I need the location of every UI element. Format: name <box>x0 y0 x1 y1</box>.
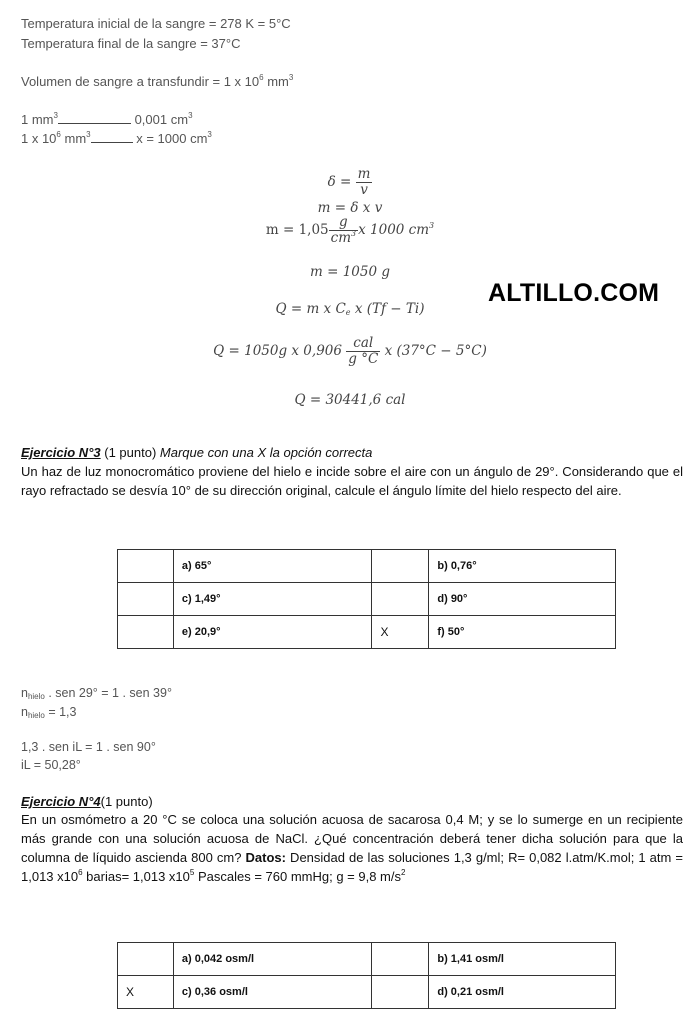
table-row <box>118 583 616 616</box>
option-c-label: c) 1,49° <box>173 583 372 616</box>
option-a-mark-cell[interactable] <box>118 550 174 583</box>
conversion-line-1: 1 $mm^3$ 0,001 $cm^3$ <box>21 111 193 127</box>
exercise-4-header: Ejercicio N°4(1 punto) <box>21 794 153 809</box>
limit-angle-result: iL = 50,28° <box>21 758 81 772</box>
option-b-label: b) 1,41 osm/l <box>429 943 616 976</box>
exercise-3-statement: Un haz de luz monocromático proviene del hielo e incide sobre el aire con un ángulo de 29°. Considerando que el rayo refractado se desvía 10° de su dirección original, calcule el ángulo límite del hielo respecto del aire. <box>21 464 683 498</box>
ice-index-line: $n_{hielo} = 1,3$ <box>21 705 77 720</box>
heat-result: Q = 30441,6 cal <box>294 392 406 408</box>
option-d-mark-cell[interactable] <box>372 976 429 1009</box>
snell-law-line: $n_{hielo}$ . sen 29° = 1 . sen 39° <box>21 686 172 701</box>
exercise-3-header: Ejercicio N°3 (1 punto) Marque con una X la opción correcta <box>21 445 373 460</box>
exercise-4-options-table <box>117 942 616 1009</box>
option-b-mark-cell[interactable] <box>372 943 429 976</box>
mass-result: m = 1050 g <box>310 264 390 280</box>
heat-formula: Q = m x $C_e$ x (Tf − Ti) <box>275 301 425 317</box>
option-a-label: a) 0,042 osm/l <box>173 943 372 976</box>
mass-substitution: m = 1,05 $\frac{g}{cm^3}$ x 1000 $cm^3$ <box>265 214 435 246</box>
exercise-3-options-table <box>117 549 616 649</box>
option-d-label: d) 90° <box>429 583 616 616</box>
option-c-label: c) 0,36 osm/l <box>173 976 372 1009</box>
conversion-line-2: 1 x $10^6$ $mm^3$ x = 1000 $cm^3$ <box>21 130 212 146</box>
table-row <box>118 616 616 649</box>
blood-volume-line: Volumen de sangre a transfundir = 1 x $10^6$ $mm^3$ <box>21 73 294 89</box>
table-row <box>118 943 616 976</box>
mass-formula: m = δ x v <box>317 200 383 216</box>
option-c-mark-cell[interactable]: X <box>118 976 174 1009</box>
exercise-4-statement: En un osmómetro a 20 °C se coloca una solución acuosa de sacarosa 0,4 M; y se lo sumerge en un recipiente más grande con una solución acuosa de NaCl. ¿Qué concentración deberá tener dicha solución para que la columna de líquido ascienda 800 cm? Datos: Densidad de las soluciones 1,3 g/ml; R= 0,082 l.atm/K.mol; 1 atm = 1,013 $x10^6$ barias= 1,013 $x10^5$ Pascales = 760 mmHg; g = 9,8 $m/s^2$ <box>21 812 683 884</box>
option-a-mark-cell[interactable] <box>118 943 174 976</box>
density-formula: δ = $\frac{m}{v}$ <box>327 166 371 198</box>
table-row <box>118 976 616 1009</box>
initial-temperature-line: Temperatura inicial de la sangre = 278 K = 5°C <box>21 16 291 31</box>
option-a-label: a) 65° <box>173 550 372 583</box>
option-e-mark-cell[interactable] <box>118 616 174 649</box>
table-row <box>118 550 616 583</box>
heat-substitution: Q = 1050g x 0,906 $\frac{\text{cal}}{g ^\circ C}$ x (37°C − 5°C) <box>213 335 487 367</box>
option-c-mark-cell[interactable] <box>118 583 174 616</box>
final-temperature-line: Temperatura final de la sangre = 37°C <box>21 36 241 51</box>
limit-angle-equation: 1,3 . sen iL = 1 . sen 90° <box>21 740 156 754</box>
option-b-label: b) 0,76° <box>429 550 616 583</box>
option-f-label: f) 50° <box>429 616 616 649</box>
option-e-label: e) 20,9° <box>173 616 372 649</box>
option-d-label: d) 0,21 osm/l <box>429 976 616 1009</box>
altillo-watermark: ALTILLO.COM <box>488 279 660 307</box>
option-d-mark-cell[interactable] <box>372 583 429 616</box>
option-f-mark-cell[interactable]: X <box>372 616 429 649</box>
option-b-mark-cell[interactable] <box>372 550 429 583</box>
